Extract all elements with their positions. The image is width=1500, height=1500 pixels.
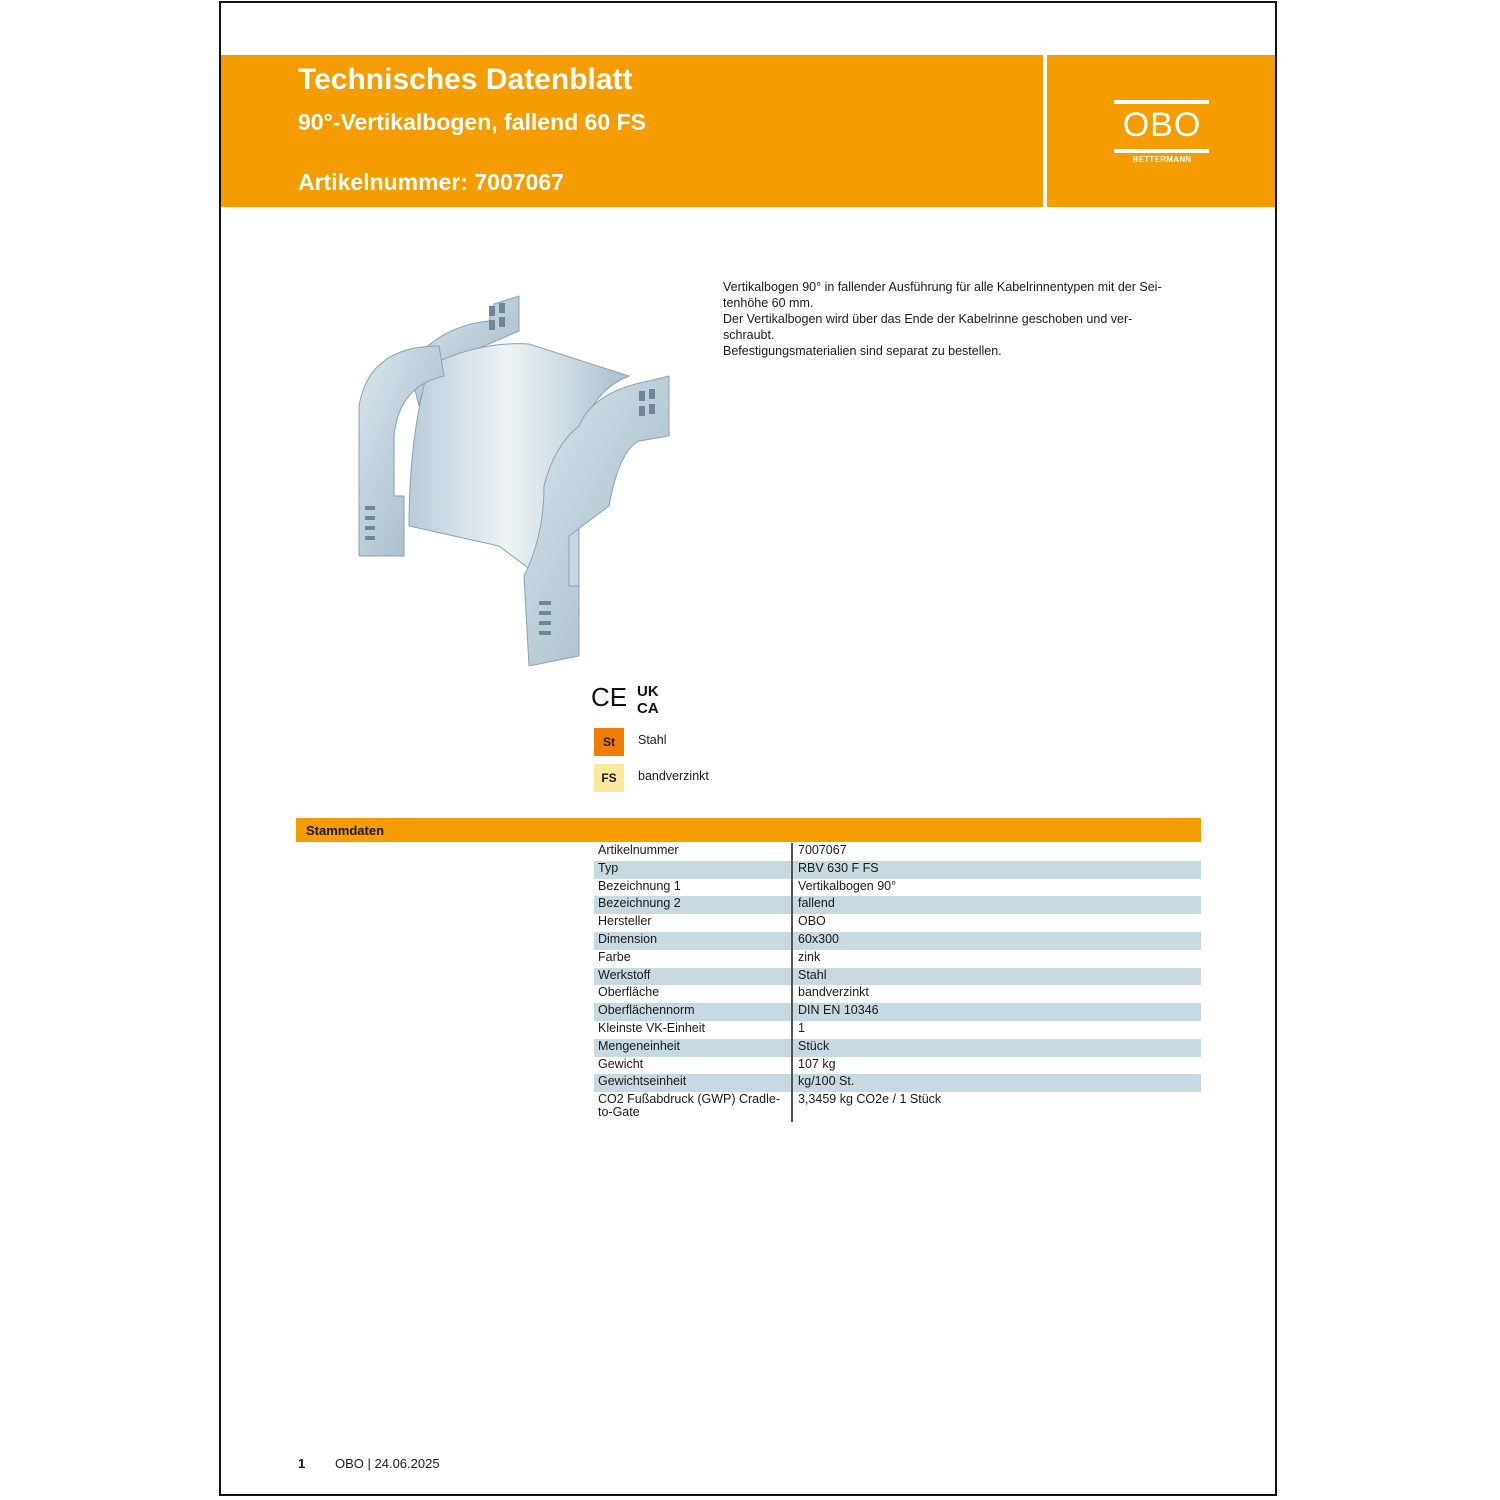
row-key: Gewicht [594, 1057, 793, 1075]
description-line: tenhöhe 60 mm. [723, 296, 814, 310]
table-row [594, 879, 1201, 897]
product-description [723, 279, 1203, 359]
table-row [594, 1003, 1201, 1021]
logo-word: OBO [1122, 106, 1202, 144]
header-divider [1043, 55, 1047, 207]
table-row [594, 1057, 1201, 1075]
table-row [594, 985, 1201, 1003]
material-label-finish: bandverzinkt [638, 769, 709, 783]
ce-mark: CE [591, 682, 628, 712]
row-value: kg/100 St. [798, 1074, 855, 1089]
description-line: Der Vertikalbogen wird über das Ende der Kabelrinne geschoben und ver- [723, 312, 1133, 326]
article-number-heading: Artikelnummer: 7007067 [298, 169, 564, 195]
page-number: 1 [298, 1456, 306, 1471]
table-row [594, 914, 1201, 932]
row-value: fallend [798, 896, 835, 911]
row-value: Stück [798, 1038, 830, 1053]
row-key: Mengeneinheit [594, 1039, 793, 1057]
row-value: Stahl [798, 967, 827, 982]
row-key: Kleinste VK-Einheit [594, 1021, 793, 1039]
row-key: Dimension [594, 932, 793, 950]
row-key: Gewichtseinheit [594, 1074, 793, 1092]
logo-bottom-bar [1114, 149, 1209, 153]
stammdaten-header [296, 818, 1201, 842]
material-badge-steel: St [594, 728, 624, 756]
row-value: 60x300 [798, 931, 840, 946]
table-row [594, 950, 1201, 968]
table-row [594, 843, 1201, 861]
table-row [594, 896, 1201, 914]
row-value: 107 kg [798, 1056, 836, 1071]
logo-brand: BETTERMANN [1132, 155, 1192, 164]
row-value: 1 [798, 1020, 805, 1035]
stammdaten-table [594, 843, 1201, 1122]
footer-info: OBO | 24.06.2025 [335, 1456, 440, 1471]
row-key: Hersteller [594, 914, 793, 932]
table-row [594, 1021, 1201, 1039]
row-key: Oberfläche [594, 985, 793, 1003]
row-key: CO2 Fußabdruck (GWP) Cradle-to-Gate [594, 1092, 793, 1122]
obo-logo [1114, 100, 1214, 164]
table-row [594, 1092, 1201, 1122]
datasheet-page [219, 1, 1277, 1496]
row-value: bandverzinkt [798, 985, 869, 1000]
row-value: zink [798, 949, 821, 964]
stammdaten-title: Stammdaten [306, 823, 385, 838]
row-value: RBV 630 F FS [798, 860, 879, 875]
description-line: schraubt. [723, 328, 775, 342]
product-image [329, 286, 679, 666]
row-key: Artikelnummer [594, 843, 793, 861]
ukca-top: UK [637, 683, 659, 700]
material-badge-finish: FS [594, 764, 624, 792]
table-row [594, 1074, 1201, 1092]
description-line: Befestigungsmaterialien sind separat zu bestellen. [723, 344, 1002, 358]
table-row [594, 1039, 1201, 1057]
row-value: OBO [798, 914, 826, 929]
ukca-bottom: CA [637, 700, 659, 715]
ce-ukca-mark-icon [591, 681, 661, 715]
row-value: 7007067 [798, 843, 847, 857]
row-key: Typ [594, 861, 793, 879]
material-label-steel: Stahl [638, 733, 667, 747]
table-row [594, 932, 1201, 950]
page-title: Technisches Datenblatt [298, 63, 633, 96]
row-key: Werkstoff [594, 968, 793, 986]
row-value: DIN EN 10346 [798, 1003, 879, 1018]
logo-top-bar [1114, 100, 1209, 104]
row-key: Oberflächennorm [594, 1003, 793, 1021]
row-value: Vertikalbogen 90° [798, 878, 897, 893]
product-subtitle: 90°-Vertikalbogen, fallend 60 FS [298, 109, 646, 135]
row-key: Bezeichnung 2 [594, 896, 793, 914]
row-key: Farbe [594, 950, 793, 968]
header-banner [221, 55, 1277, 207]
table-row [594, 861, 1201, 879]
row-value: 3,3459 kg CO2e / 1 Stück [798, 1092, 942, 1107]
table-row [594, 968, 1201, 986]
row-key: Bezeichnung 1 [594, 879, 793, 897]
description-line: Vertikalbogen 90° in fallender Ausführung für alle Kabelrinnentypen mit der Sei- [723, 280, 1162, 294]
